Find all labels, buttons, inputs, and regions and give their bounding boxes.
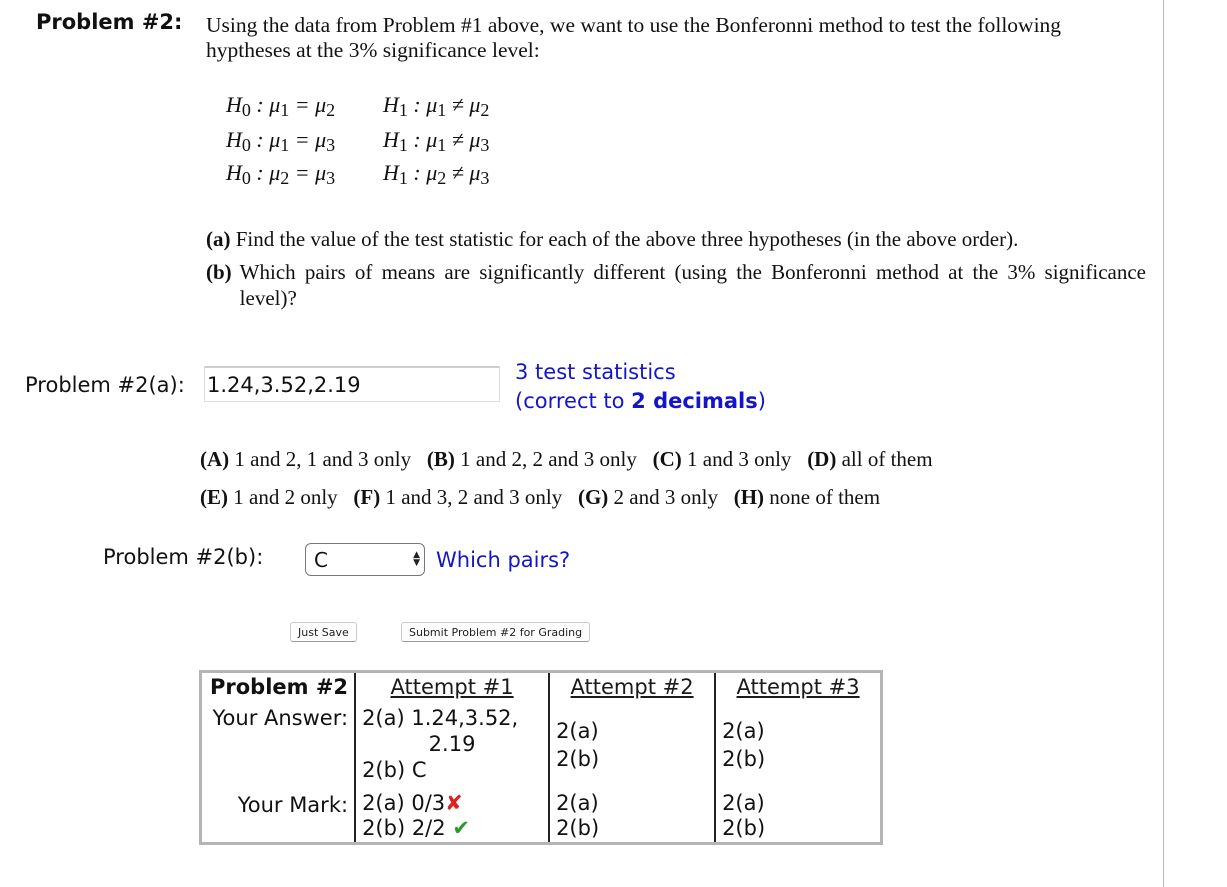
mark-row [201, 785, 882, 844]
page-right-border [1163, 0, 1164, 887]
your-mark-label: Your Mark: [237, 793, 349, 817]
your-answer-label: Your Answer: [212, 706, 349, 730]
part-a-question [206, 226, 1146, 252]
hypothesis-row-1-h0: H0 : μ1 = μ2 [226, 92, 336, 120]
submit-grading-button[interactable]: Submit Problem #2 for Grading [401, 622, 590, 642]
answer-b-selected-value: C [314, 547, 328, 572]
problem-intro: Using the data from Problem #1 above, we want to use the Bonferonni method to test the following hyptheses at the 3% significance level: [206, 13, 1062, 62]
hypothesis-row-1-h1: H1 : μ1 ≠ μ2 [383, 92, 490, 120]
attempt-1-header[interactable]: Attempt #1 [355, 672, 549, 704]
answer-a-input[interactable] [204, 366, 500, 402]
options-row-1 [200, 447, 933, 472]
answer-a-hint-line1: 3 test statistics [515, 360, 676, 384]
option-g: (G) 2 and 3 only [577, 485, 718, 509]
part-b-question [206, 259, 1146, 311]
attempts-table [199, 670, 883, 845]
attempt-3-header[interactable]: Attempt #3 [715, 672, 882, 704]
just-save-button[interactable]: Just Save [290, 622, 357, 642]
attempt-1-answer: 2(a) 1.24,3.52, 2.19 2(b) C [355, 703, 549, 785]
option-a: (A) 1 and 2, 1 and 3 only [200, 447, 412, 471]
select-arrows-icon: ▲ ▼ [413, 550, 420, 568]
answer-a-hint-line2: (correct to 2 decimals) [515, 389, 766, 413]
x-mark-icon: ✘ [445, 791, 463, 815]
attempt-2-mark: 2(a) 2(b) [549, 785, 715, 844]
part-a-text: Find the value of the test statistic for each of the above three hypotheses (in the above order). [235, 227, 1019, 251]
hypothesis-row-3-h0: H0 : μ2 = μ3 [226, 160, 336, 188]
hypothesis-row-2-h0: H0 : μ1 = μ3 [226, 127, 336, 155]
options-row-2 [200, 485, 880, 510]
answer-a-hint [515, 358, 766, 416]
hypothesis-row-3-h1: H1 : μ2 ≠ μ3 [383, 160, 490, 188]
hypothesis-row-2-h1: H1 : μ1 ≠ μ3 [383, 127, 490, 155]
attempt-3-answer: 2(a) 2(b) [715, 703, 882, 785]
part-a-letter: (a) [206, 227, 231, 251]
option-f: (F) 1 and 3, 2 and 3 only [353, 485, 563, 509]
option-b: (B) 1 and 2, 2 and 3 only [426, 447, 637, 471]
option-h: (H) none of them [733, 485, 881, 509]
attempts-problem-header: Problem #2 [210, 675, 349, 699]
attempts-header-row [201, 672, 882, 704]
part-b-letter: (b) [206, 260, 232, 284]
attempt-2-header[interactable]: Attempt #2 [549, 672, 715, 704]
option-d: (D) all of them [807, 447, 933, 471]
answer-b-select[interactable] [305, 543, 425, 576]
answer-b-label: Problem #2(b): [103, 545, 264, 569]
problem-label: Problem #2: [36, 10, 183, 34]
attempt-1-mark: 2(a) 0/3✘ 2(b) 2/2 ✔ [355, 785, 549, 844]
attempt-3-mark: 2(a) 2(b) [715, 785, 882, 844]
attempt-2-answer: 2(a) 2(b) [549, 703, 715, 785]
answer-row [201, 703, 882, 785]
option-e: (E) 1 and 2 only [200, 485, 338, 509]
answer-b-hint: Which pairs? [436, 548, 571, 572]
option-c: (C) 1 and 3 only [652, 447, 792, 471]
answer-a-label: Problem #2(a): [25, 373, 185, 397]
part-b-text: Which pairs of means are significantly different (using the Bonferonni method at the 3% significance level)? [239, 260, 1146, 310]
checkmark-icon: ✔ [452, 816, 470, 840]
